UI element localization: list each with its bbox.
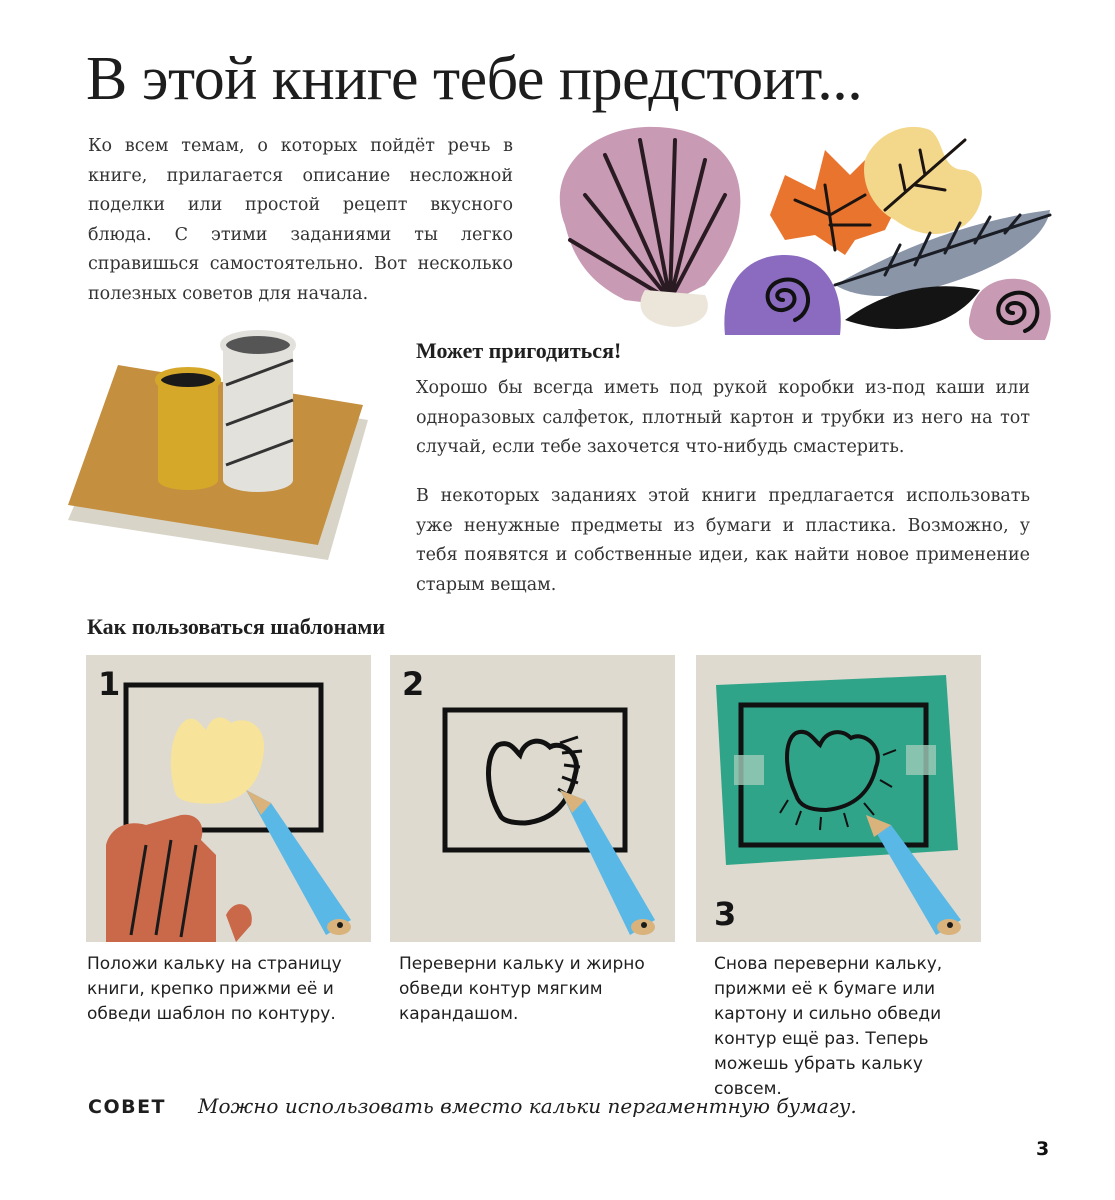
- spiral-illustration: [724, 255, 840, 335]
- step-caption-2: Переверни кальку и жирно обведи контур мягким карандашом.: [399, 954, 645, 1024]
- section-heading-templates: Как пользоваться шаблонами: [87, 614, 385, 639]
- shell-illustration: [560, 127, 741, 327]
- pencil-illustration-2: [560, 790, 655, 935]
- pencil-illustration: [246, 790, 351, 935]
- step-panel-3: [696, 655, 981, 942]
- cardboard-tubes-illustration: [68, 325, 378, 565]
- step-panel-1: [86, 655, 371, 942]
- step-caption-1: Положи кальку на страницу книги, крепко прижми её и обведи шаблон по контуру.: [87, 954, 342, 1024]
- useful-paragraph-1: Хорошо бы всегда иметь под рукой коробки из-под каши или одноразовых салфеток, плотный картон и трубки из него на тот случай, если тебе захочется что-нибудь смастерить.: [416, 378, 1030, 457]
- step-panel-2: [390, 655, 675, 942]
- page-title: В этой книге тебе предстоит...: [86, 45, 863, 113]
- step-number-2: 2: [402, 665, 425, 703]
- step-number-3: 3: [714, 895, 737, 933]
- step-caption-3: Снова переверни кальку, прижми её к бумаге или картону и сильно обведи контур ещё раз. Теперь можешь убрать кальку совсем.: [714, 954, 943, 1099]
- hand-illustration: [106, 815, 252, 942]
- step-number-1: 1: [98, 665, 121, 703]
- tip-text: Можно использовать вместо кальки пергаментную бумагу.: [198, 1094, 857, 1118]
- tip-label: СОВЕТ: [88, 1096, 167, 1118]
- intro-paragraph: Ко всем темам, о которых пойдёт речь в книге, прилагается описание несложной поделки или простой рецепт вкусного блюда. С этими заданиями ты легко справишься самостоятельно. Вот несколько полезных советов для начала.: [88, 136, 513, 304]
- useful-paragraph-2: В некоторых заданиях этой книги предлагается использовать уже ненужные предметы из бумаги и пластика. Возможно, у тебя появятся и собственные идеи, как найти новое применение старым вещам.: [416, 486, 1030, 595]
- nature-collage: [545, 115, 1065, 345]
- page-number: 3: [1036, 1138, 1050, 1160]
- section-heading-may-be-useful: Может пригодиться!: [416, 338, 622, 363]
- tulip-outline-illustration: [171, 717, 264, 803]
- spiral-illustration-pink: [969, 279, 1051, 340]
